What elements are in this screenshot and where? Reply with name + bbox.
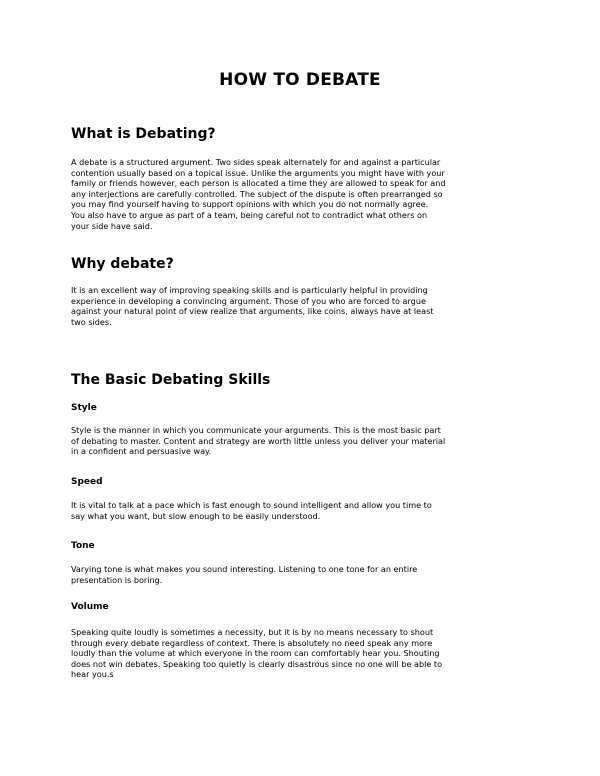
heading-basic-debating-skills: The Basic Debating Skills	[71, 372, 271, 388]
text-line: does not win debates. Speaking too quietly is clearly disastrous since no one will be able to	[71, 658, 443, 669]
text-line: experience in developing a convincing argument. Those of you who are forced to argue	[71, 295, 426, 306]
text-line: of debating to master. Content and strategy are worth little unless you deliver your material	[71, 435, 446, 446]
text-line: Speaking quite loudly is sometimes a necessity, but it is by no means necessary to shout	[71, 627, 434, 637]
subheading-style: Style	[71, 403, 97, 413]
text-line: A debate is a structured argument. Two sides speak alternately for and against a particular	[71, 157, 441, 167]
text-line: It is vital to talk at a pace which is fast enough to sound intelligent and allow you time to	[71, 500, 432, 510]
text-line: two sides.	[71, 316, 112, 327]
paragraph-what-is-debating	[71, 157, 541, 231]
text-line: Varying tone is what makes you sound interesting. Listening to one tone for an entire	[71, 564, 418, 574]
text-line: against your natural point of view realize that arguments, like coins, always have at least	[71, 306, 434, 317]
text-line: hear you.s	[71, 669, 114, 680]
text-line: you may find yourself having to support opinions with which you do not normally agree.	[71, 199, 429, 210]
text-line: Style is the manner in which you communicate your arguments. This is the most basic part	[71, 425, 441, 435]
paragraph-volume	[71, 627, 541, 680]
text-line: through every debate regardless of context. There is absolutely no need speak any more	[71, 637, 433, 648]
paragraph-speed	[71, 500, 541, 521]
heading-what-is-debating: What is Debating?	[71, 126, 216, 142]
paragraph-tone	[71, 564, 541, 585]
text-line: presentation is boring.	[71, 574, 163, 585]
document-title: HOW TO DEBATE	[219, 70, 381, 90]
text-line: loudly than the volume at which everyone in the room can comfortably hear you. Shouting	[71, 648, 440, 659]
paragraph-why-debate	[71, 285, 541, 327]
text-line: family or friends however, each person is allocated a time they are allowed to speak for and	[71, 178, 446, 189]
text-line: any interjections are carefully controlled. The subject of the dispute is often prearranged so	[71, 188, 443, 199]
text-line: contention usually based on a topical issue. Unlike the arguments you might have with your	[71, 167, 445, 178]
text-line: in a confident and persuasive way.	[71, 446, 212, 457]
text-line: You also have to argue as part of a team, being careful not to contradict what others on	[71, 209, 428, 220]
text-line: say what you want, but slow enough to be easily understood.	[71, 510, 321, 521]
subheading-volume: Volume	[71, 602, 109, 612]
text-line: It is an excellent way of improving speaking skills and is particularly helpful in providing	[71, 285, 428, 295]
subheading-speed: Speed	[71, 477, 103, 487]
text-line: your side have said.	[71, 220, 153, 231]
heading-why-debate: Why debate?	[71, 256, 174, 272]
paragraph-style	[71, 425, 541, 457]
subheading-tone: Tone	[71, 541, 95, 551]
